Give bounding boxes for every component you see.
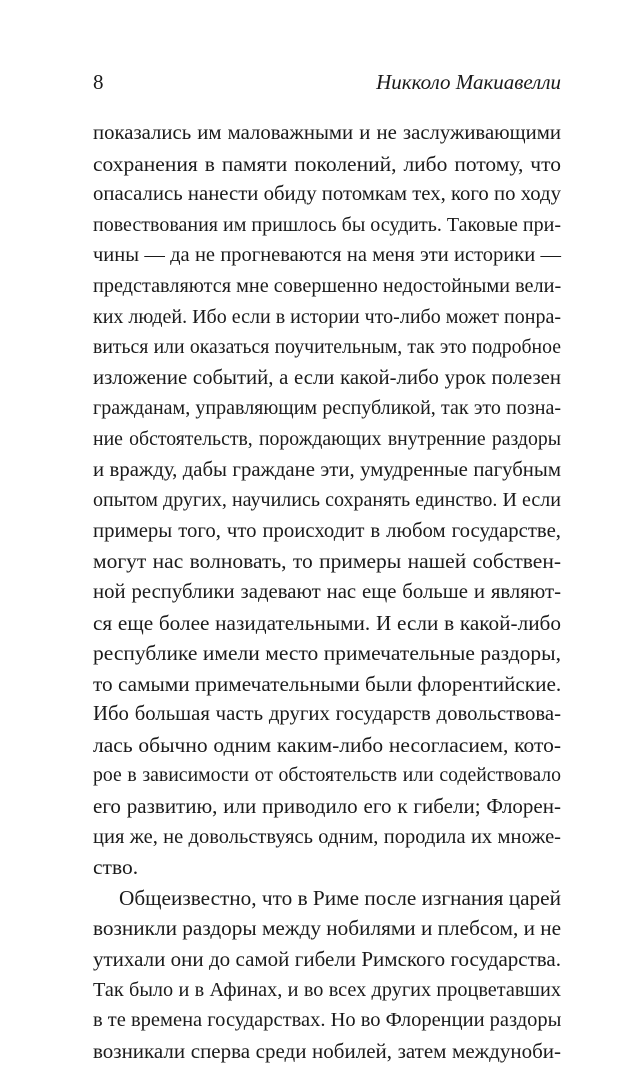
text-line: опасались нанести обиду потомкам тех, кого по ходу [93,183,561,206]
text-line: утихали они до самой гибели Римского государства. [93,947,561,972]
body-text [93,118,561,1066]
text-line: изложение событий, а если какой-либо урок полезен [93,366,561,389]
text-line: Ибо большая часть других государств довольствова- [93,703,561,726]
text-line: могут нас волновать, то примеры нашей собствен- [93,549,561,574]
text-line: ние обстоятельств, порождающих внутренние раздоры [93,427,561,450]
text-line: возникли раздоры между нобилями и плебсом, и не [93,916,562,941]
text-line: то самыми примечательными были флорентийские. [93,671,562,696]
text-line: примеры того, что происходит в любом государстве, [93,519,561,542]
paragraph-1 [93,118,561,883]
text-line: сохранения в памяти поколений, либо потому, что [93,151,561,176]
text-line: повествования им пришлось бы осудить. Таковые при- [93,213,561,236]
text-line: ной республики задевают нас еще больше и являют- [93,580,561,603]
text-line: в те времена государствах. Но во Флоренции раздоры [93,1009,562,1032]
text-line: и вражду, дабы граждане эти, умудренные пагубным [93,458,561,481]
text-line: опытом других, научились сохранять единство. И если [93,489,561,512]
text-line: Общеизвестно, что в Риме после изгнания царей [119,885,561,910]
running-title: Никколо Макиавелли [376,70,561,94]
text-line: ство. [93,855,139,880]
running-head [93,70,561,100]
text-line: республике имели место примечательные раздоры, [93,641,561,666]
text-line: показались им маловажными и не заслуживающими [93,122,561,144]
text-line: рое в зависимости от обстоятельств или содействовало [93,764,561,787]
text-line: лась обычно одним каким-либо несогласием, кото- [93,732,561,757]
text-line: ких людей. Ибо если в истории что-либо может понра- [93,305,561,328]
text-line: чины — да не прогневаются на меня эти историки — [93,244,561,267]
text-line: его развитию, или приводило его к гибели; Флорен- [93,794,561,819]
page-number: 8 [93,70,104,94]
text-line: виться или оказаться поучительным, так это подробное [93,336,561,359]
text-line: возникали сперва среди нобилей, затем междуноби- [93,1038,561,1063]
paragraph-2 [93,883,561,1066]
text-line: Так было и в Афинах, и во всех других процветавших [93,978,561,1001]
text-line: ся еще более назидательными. И если в какой-либо [93,610,561,635]
text-line: представляются мне совершенно недостойными вели- [93,274,562,297]
text-line: гражданам, управляющим республикой, так это позна- [93,397,561,420]
text-line: ция же, не довольствуясь одним, породила их множе- [93,825,561,848]
